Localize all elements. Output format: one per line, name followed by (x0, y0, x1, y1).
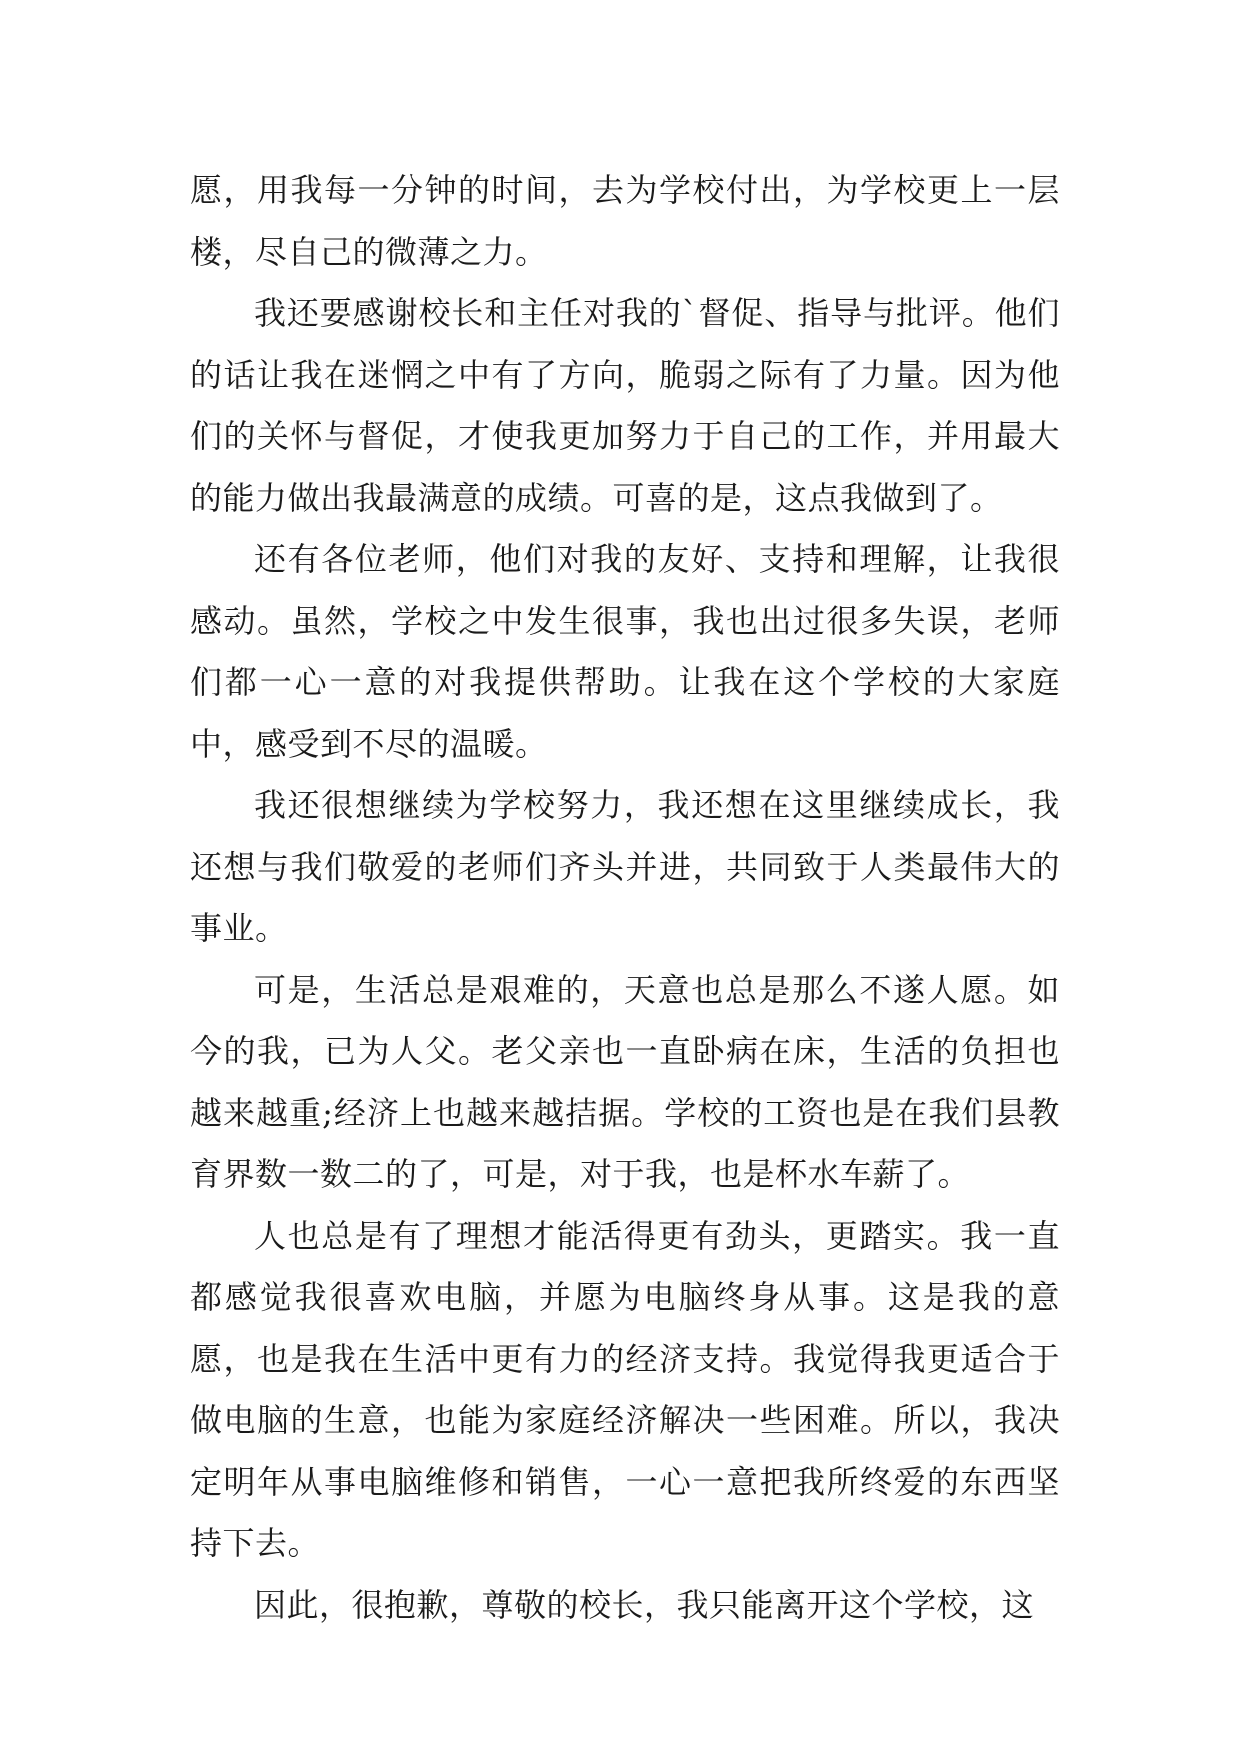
paragraph-5: 可是，生活总是艰难的，天意也总是那么不遂人愿。如今的我，已为人父。老父亲也一直卧病在床，生活的负担也越来越重;经济上也越来越拮据。学校的工资也是在我们县教育界数一数二的了，可是，对于我，也是杯水车薪了。 (190, 970, 1060, 1193)
letter-body (190, 160, 1060, 1636)
paragraph-2: 我还要感谢校长和主任对我的`督促、指导与批评。他们的话让我在迷惘之中有了方向，脆弱之际有了力量。因为他们的关怀与督促，才使我更加努力于自己的工作，并用最大的能力做出我最满意的成绩。可喜的是，这点我做到了。 (190, 294, 1060, 517)
paragraph-7: 因此，很抱歉，尊敬的校长，我只能离开这个学校，这 (254, 1585, 1035, 1624)
paragraph-6: 人也总是有了理想才能活得更有劲头，更踏实。我一直都感觉我很喜欢电脑，并愿为电脑终身从事。这是我的意愿，也是我在生活中更有力的经济支持。我觉得我更适合于做电脑的生意，也能为家庭经济解决一些困难。所以，我决定明年从事电脑维修和销售，一心一意把我所终爱的东西坚持下去。 (190, 1216, 1060, 1562)
paragraph-3: 还有各位老师，他们对我的友好、支持和理解，让我很感动。虽然，学校之中发生很事，我也出过很多失误，老师们都一心一意的对我提供帮助。让我在这个学校的大家庭中，感受到不尽的温暖。 (190, 540, 1060, 763)
paragraph-1: 愿，用我每一分钟的时间，去为学校付出，为学校更上一层楼，尽自己的微薄之力。 (190, 171, 1060, 271)
paragraph-4: 我还很想继续为学校努力，我还想在这里继续成长，我还想与我们敬爱的老师们齐头并进，共同致于人类最伟大的事业。 (190, 786, 1060, 947)
